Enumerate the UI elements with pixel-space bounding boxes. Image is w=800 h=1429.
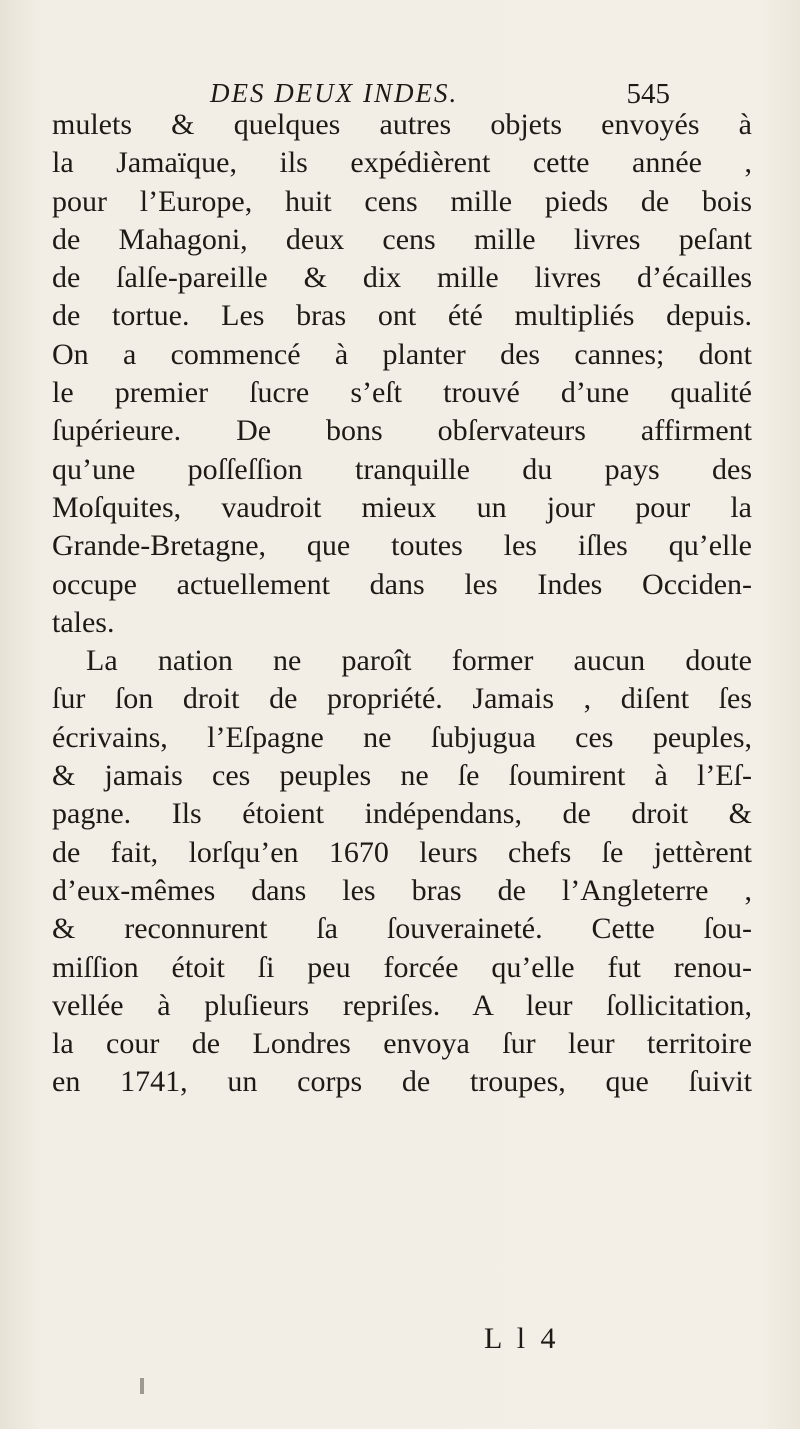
ink-speck (140, 1378, 144, 1394)
text-line: miſſion étoit ſi peu forcée qu’elle fut renou- (52, 950, 752, 984)
text-line: d’eux-mêmes dans les bras de l’Angleterre , (52, 873, 752, 907)
text-line: Moſquites, vaudroit mieux un jour pour la (52, 490, 752, 524)
text-line: vellée à pluſieurs repriſes. A leur ſollicitation, (52, 988, 752, 1022)
text-line: ſupérieure. De bons obſervateurs affirment (52, 414, 752, 448)
text-line: & jamais ces peuples ne ſe ſoumirent à l’Eſ- (52, 759, 752, 793)
text-line: pagne. Ils étoient indépendans, de droit & (52, 797, 752, 831)
text-line: tales. (52, 605, 115, 639)
text-line: de tortue. Les bras ont été multipliés depuis. (52, 299, 752, 333)
text-line: La nation ne paroît former aucun doute (86, 644, 752, 678)
body-text (52, 106, 752, 1102)
text-line: de ſalſe-pareille & dix mille livres d’écailles (52, 261, 752, 295)
text-line: la Jamaïque, ils expédièrent cette année , (52, 146, 752, 180)
text-line: Grande-Bretagne, que toutes les iſles qu’elle (52, 529, 752, 563)
signature-mark: L l 4 (484, 1322, 560, 1355)
text-line: qu’une poſſeſſion tranquille du pays des (52, 452, 752, 486)
text-line: & reconnurent ſa ſouveraineté. Cette ſou- (52, 912, 752, 946)
text-line: de Mahagoni, deux cens mille livres peſant (52, 222, 752, 256)
text-line: mulets & quelques autres objets envoyés à (52, 108, 752, 141)
text-line: pour l’Europe, huit cens mille pieds de bois (52, 184, 752, 218)
text-line: de fait, lorſqu’en 1670 leurs chefs ſe jettèrent (52, 835, 752, 869)
text-line: ſur ſon droit de propriété. Jamais , diſent ſes (52, 682, 752, 716)
page-number: 545 (626, 78, 670, 110)
text-line: en 1741, un corps de troupes, que ſuivit (52, 1065, 752, 1099)
text-line: On a commencé à planter des cannes; dont (52, 337, 752, 371)
text-line: la cour de Londres envoya ſur leur territoire (52, 1027, 752, 1061)
text-line: le premier ſucre s’eſt trouvé d’une qualité (52, 376, 752, 410)
text-line: écrivains, l’Eſpagne ne ſubjugua ces peuples, (52, 720, 752, 754)
running-title: DES DEUX INDES. (210, 78, 459, 108)
text-line: occupe actuellement dans les Indes Occiden- (52, 567, 752, 601)
